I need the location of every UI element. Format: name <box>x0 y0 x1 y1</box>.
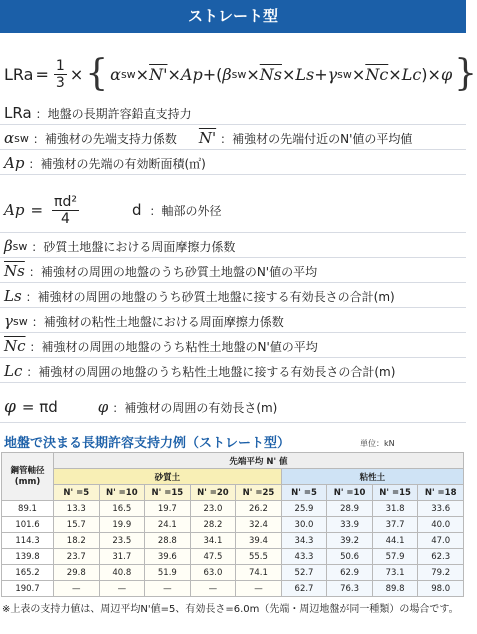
def-nc-symbol: $\overline{Nc}$ <box>4 337 26 355</box>
formula-beta-sub: sw <box>231 67 247 81</box>
cell-sand-value: 51.9 <box>145 565 191 581</box>
cell-sand-value: 74.1 <box>236 565 282 581</box>
def-nc <box>4 335 318 357</box>
divider <box>0 357 466 358</box>
cell-diameter: 139.8 <box>2 549 54 565</box>
table-row <box>2 533 464 549</box>
cell-clay-value: 30.0 <box>281 517 327 533</box>
col-header-sand: N' =20 <box>190 485 236 501</box>
main-formula <box>4 44 477 104</box>
cell-clay-value: 52.7 <box>281 565 327 581</box>
cell-sand-value: 24.1 <box>145 517 191 533</box>
def-beta <box>4 235 235 257</box>
def-lc-symbol: Lc <box>4 362 23 380</box>
divider <box>0 382 466 383</box>
table-body <box>2 501 464 597</box>
divider <box>0 149 466 150</box>
def-alpha-sub: sw <box>14 131 29 145</box>
def-nbar-desc: ：補強材の先端付近のN'値の平均値 <box>220 131 413 146</box>
cell-clay-value: 62.7 <box>281 581 327 597</box>
formula-paren-close: ) <box>421 64 428 84</box>
divider <box>0 124 466 125</box>
formula-times-5: × <box>281 64 296 84</box>
cell-sand-value: 23.7 <box>54 549 100 565</box>
table-row <box>2 549 464 565</box>
cell-sand-value: 19.9 <box>99 517 145 533</box>
col-header-clay: N' =18 <box>418 485 464 501</box>
cell-clay-value: 33.6 <box>418 501 464 517</box>
column-header-row <box>2 485 464 501</box>
formula-beta: β <box>222 64 232 84</box>
def-lra <box>4 102 192 124</box>
page-title: ストレート型 <box>187 7 278 25</box>
sand-header: 砂質土 <box>54 469 282 485</box>
def-ls-symbol: Ls <box>4 287 22 305</box>
def-ls-desc: ：補強材の周囲の地盤のうち砂質土地盤に接する有効長さの合計(m) <box>25 289 395 304</box>
formula-ap: Ap <box>180 64 203 84</box>
cell-sand-value: — <box>190 581 236 597</box>
def-d-symbol: d <box>131 201 142 219</box>
phi-eq-rhs: = πd <box>21 398 58 416</box>
divider <box>0 307 466 308</box>
formula-plus-2: + <box>314 64 328 84</box>
formula-times-8: × <box>427 64 441 84</box>
cell-clay-value: 25.9 <box>281 501 327 517</box>
col-header-sand: N' =25 <box>236 485 282 501</box>
def-ns-symbol: $\overline{Ns}$ <box>4 262 25 280</box>
formula-times-3: × <box>167 64 181 84</box>
formula-paren-open: ( <box>216 64 223 84</box>
col-header-clay: N' =15 <box>372 485 418 501</box>
table-row <box>2 565 464 581</box>
def-alpha-desc: ：補強材の先端支持力係数 <box>32 131 177 146</box>
def-ap <box>4 152 206 174</box>
def-beta-desc: ：砂質土地盤における周面摩擦力係数 <box>31 239 236 254</box>
table-row <box>2 581 464 597</box>
col-header-sand: N' =10 <box>99 485 145 501</box>
def-phi-desc: ：補強材の周囲の有効長さ(m) <box>112 400 278 415</box>
diam-header: 鋼管軸径 (mm) <box>2 453 54 501</box>
ap-eq-lhs: Ap <box>4 201 25 219</box>
cell-sand-value: 63.0 <box>190 565 236 581</box>
divider <box>0 257 466 258</box>
cell-clay-value: 73.1 <box>372 565 418 581</box>
formula-ns: $\overline{Ns}$ <box>259 64 282 84</box>
col-header-clay: N' =5 <box>281 485 327 501</box>
formula-lc: Lc <box>401 64 422 84</box>
def-beta-sub: sw <box>12 239 28 253</box>
cell-clay-value: 62.3 <box>418 549 464 565</box>
cell-sand-value: 28.2 <box>190 517 236 533</box>
formula-brace-close: } <box>454 53 477 94</box>
def-ls <box>4 285 395 307</box>
cell-clay-value: 47.0 <box>418 533 464 549</box>
cell-sand-value: 39.6 <box>145 549 191 565</box>
formula-fraction <box>54 58 67 91</box>
cell-sand-value: 40.8 <box>99 565 145 581</box>
page-title-banner <box>0 0 466 33</box>
phi-eq-lhs: φ <box>4 397 16 417</box>
table-title: 地盤で決まる長期許容支持力例（ストレート型） <box>4 436 291 451</box>
def-gamma <box>4 310 284 332</box>
cell-sand-value: 15.7 <box>54 517 100 533</box>
formula-times-2: × <box>135 64 150 84</box>
cell-clay-value: 89.8 <box>372 581 418 597</box>
cell-sand-value: 18.2 <box>54 533 100 549</box>
def-nc-desc: ：補強材の周囲の地盤のうち粘性土地盤のN'値の平均 <box>29 339 318 354</box>
cell-sand-value: 26.2 <box>236 501 282 517</box>
col-header-sand: N' =15 <box>145 485 191 501</box>
formula-phi: φ <box>440 64 453 84</box>
def-alpha <box>4 127 412 149</box>
cell-diameter: 190.7 <box>2 581 54 597</box>
clay-header: 粘性土 <box>281 469 463 485</box>
ap-eq-denominator: 4 <box>61 210 70 227</box>
cell-clay-value: 34.3 <box>281 533 327 549</box>
formula-lhs: LRa <box>4 64 34 84</box>
formula-plus: + <box>202 64 217 84</box>
ap-eq-fraction <box>52 194 79 227</box>
cell-clay-value: 43.3 <box>281 549 327 565</box>
cell-sand-value: — <box>145 581 191 597</box>
cell-sand-value: — <box>99 581 145 597</box>
cell-clay-value: 79.2 <box>418 565 464 581</box>
col-header-sand: N' =5 <box>54 485 100 501</box>
cell-clay-value: 37.7 <box>372 517 418 533</box>
cell-clay-value: 44.1 <box>372 533 418 549</box>
def-gamma-sub: sw <box>12 314 28 328</box>
formula-times-7: × <box>388 64 402 84</box>
def-phi-symbol: φ <box>97 398 109 416</box>
def-lra-desc: ：地盤の長期許容鉛直支持力 <box>35 106 192 121</box>
table-unit: 単位：kN <box>360 439 395 448</box>
ap-eq-equals: = <box>30 201 44 219</box>
cell-sand-value: 32.4 <box>236 517 282 533</box>
cell-sand-value: 34.1 <box>190 533 236 549</box>
fraction-denominator: 3 <box>55 74 65 91</box>
def-gamma-desc: ：補強材の粘性土地盤における周面摩擦力係数 <box>31 314 284 329</box>
def-beta-symbol: β <box>4 237 13 255</box>
cell-clay-value: 76.3 <box>327 581 373 597</box>
def-ns-desc: ：補強材の周囲の地盤のうち砂質土地盤のN'値の平均 <box>28 264 318 279</box>
cell-clay-value: 33.9 <box>327 517 373 533</box>
formula-times-6: × <box>351 64 366 84</box>
formula-times: × <box>69 64 84 84</box>
def-d-desc: ：軸部の外径 <box>149 203 222 218</box>
cell-sand-value: 23.0 <box>190 501 236 517</box>
fraction-numerator: 1 <box>55 57 65 74</box>
cell-sand-value: — <box>54 581 100 597</box>
cell-sand-value: 23.5 <box>99 533 145 549</box>
formula-times-4: × <box>246 64 260 84</box>
cell-sand-value: 29.8 <box>54 565 100 581</box>
cell-clay-value: 50.6 <box>327 549 373 565</box>
cell-sand-value: 47.5 <box>190 549 236 565</box>
cell-sand-value: 19.7 <box>145 501 191 517</box>
def-nbar-symbol: N' <box>198 129 217 147</box>
cell-sand-value: 31.7 <box>99 549 145 565</box>
divider <box>0 422 466 423</box>
cell-sand-value: — <box>236 581 282 597</box>
cell-sand-value: 55.5 <box>236 549 282 565</box>
divider <box>0 174 466 175</box>
def-ap-desc: ：補強材の先端の有効断面積(㎡) <box>28 156 206 171</box>
def-ap-symbol: Ap <box>4 154 25 172</box>
cell-sand-value: 39.4 <box>236 533 282 549</box>
cell-clay-value: 39.2 <box>327 533 373 549</box>
formula-ls: Ls <box>295 64 315 84</box>
cell-clay-value: 31.8 <box>372 501 418 517</box>
def-lc <box>4 360 395 382</box>
table-row <box>2 501 464 517</box>
def-gamma-symbol: γ <box>4 312 13 330</box>
table-row <box>2 517 464 533</box>
formula-alpha-sub: sw <box>120 67 136 81</box>
cell-diameter: 114.3 <box>2 533 54 549</box>
cell-diameter: 165.2 <box>2 565 54 581</box>
cell-clay-value: 98.0 <box>418 581 464 597</box>
cell-clay-value: 40.0 <box>418 517 464 533</box>
col-header-clay: N' =10 <box>327 485 373 501</box>
divider <box>0 282 466 283</box>
def-alpha-symbol: α <box>4 129 15 147</box>
formula-gamma: γ <box>327 64 338 84</box>
cell-diameter: 101.6 <box>2 517 54 533</box>
avg-n-header: 先端平均 N' 値 <box>54 453 464 469</box>
def-ns <box>4 260 317 282</box>
divider <box>0 232 466 233</box>
cell-clay-value: 62.9 <box>327 565 373 581</box>
formula-equals: = <box>35 64 49 84</box>
formula-brace-open: { <box>85 53 109 94</box>
formula-alpha: α <box>110 64 121 84</box>
footnote: ※上表の支持力値は、周辺平均N'値=5、有効長さ=6.0m（先端・周辺地盤が同一種類）の場合です。 <box>2 604 459 615</box>
divider <box>0 332 466 333</box>
cell-sand-value: 13.3 <box>54 501 100 517</box>
cell-sand-value: 16.5 <box>99 501 145 517</box>
ap-equation <box>4 190 222 230</box>
cell-clay-value: 28.9 <box>327 501 373 517</box>
ap-eq-numerator: πd² <box>54 193 77 210</box>
cell-sand-value: 28.8 <box>145 533 191 549</box>
def-phi <box>4 394 277 420</box>
formula-gamma-sub: sw <box>337 67 352 81</box>
formula-nc: $\overline{Nc}$ <box>365 64 389 84</box>
def-lra-symbol: LRa <box>4 104 32 122</box>
formula-nbar: N' <box>149 64 168 84</box>
cell-clay-value: 57.9 <box>372 549 418 565</box>
cell-diameter: 89.1 <box>2 501 54 517</box>
capacity-table <box>1 452 464 597</box>
def-lc-desc: ：補強材の周囲の地盤のうち粘性土地盤に接する有効長さの合計(m) <box>26 364 396 379</box>
